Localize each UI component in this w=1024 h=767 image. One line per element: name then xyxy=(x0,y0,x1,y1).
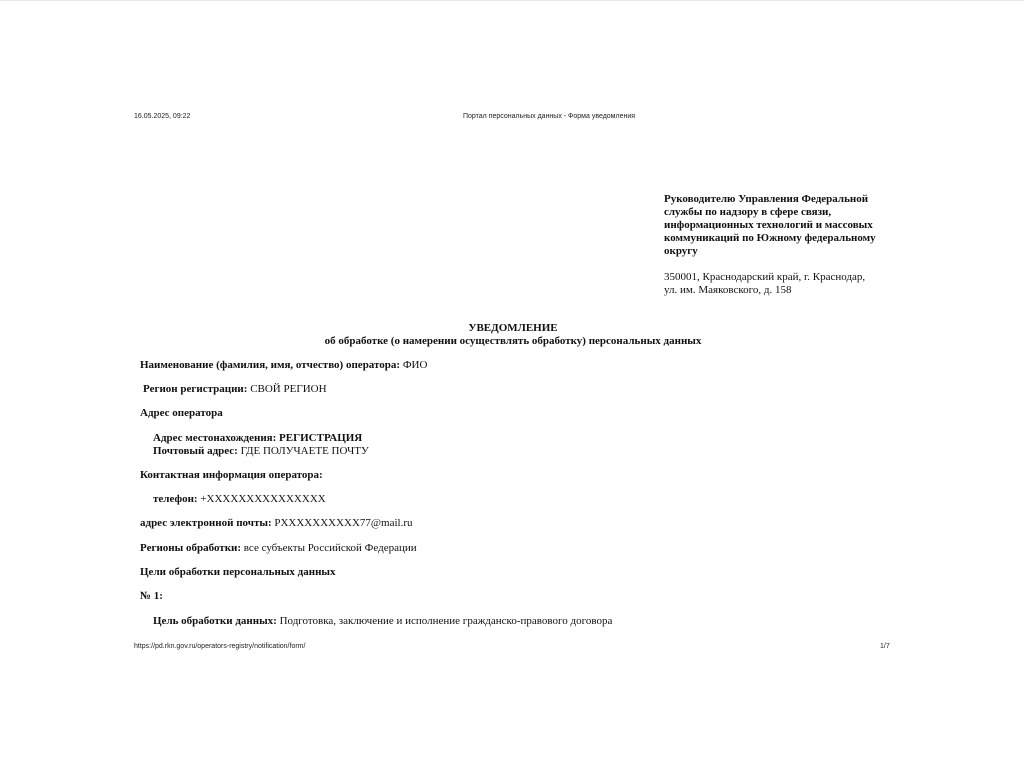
goals-heading: Цели обработки персональных данных xyxy=(140,566,336,578)
operator-name-value: ФИО xyxy=(402,359,428,371)
email-value: PXXXXXXXXXX77@mail.ru xyxy=(274,517,413,529)
location-label: Адрес местонахождения: xyxy=(153,432,277,444)
recipient-address-line: 350001, Краснодарский край, г. Краснодар, xyxy=(664,271,866,283)
operator-name-label: Наименование (фамилия, имя, отчество) оператора: xyxy=(140,359,401,371)
goal-label: Цель обработки данных: xyxy=(153,615,277,627)
phone-row xyxy=(153,493,326,505)
email-row xyxy=(140,517,413,529)
goal-value: Подготовка, заключение и исполнение гражданско-правового договора xyxy=(279,615,613,627)
print-page-number: 1/7 xyxy=(880,643,890,650)
processing-regions-label: Регионы обработки: xyxy=(140,542,242,554)
goal-row xyxy=(153,615,612,627)
recipient-title-line: информационных технологий и массовых xyxy=(664,219,873,231)
recipient-address xyxy=(664,271,894,297)
operator-name-row xyxy=(140,359,427,371)
goal-number: № 1: xyxy=(140,590,163,602)
notice-title: УВЕДОМЛЕНИЕ xyxy=(468,322,558,334)
postal-row xyxy=(153,445,369,457)
recipient-title-line: службы по надзору в сфере связи, xyxy=(664,206,832,218)
processing-regions-value: все субъекты Российской Федерации xyxy=(243,542,417,554)
email-label: адрес электронной почты: xyxy=(140,517,272,529)
print-url: https://pd.rkn.gov.ru/operators-registry/notification/form/ xyxy=(134,643,306,650)
region-row xyxy=(143,383,327,395)
contact-heading: Контактная информация оператора: xyxy=(140,469,323,481)
region-label: Регион регистрации: xyxy=(143,383,248,395)
location-value: РЕГИСТРАЦИЯ xyxy=(279,432,363,444)
page-edge-line xyxy=(0,0,1024,1)
print-date: 16.05.2025, 09:22 xyxy=(134,113,191,120)
postal-value: ГДЕ ПОЛУЧАЕТЕ ПОЧТУ xyxy=(240,445,369,457)
recipient-title xyxy=(664,193,894,258)
recipient-title-line: коммуникаций по Южному федеральному xyxy=(664,232,876,244)
recipient-title-line: округу xyxy=(664,245,698,257)
location-row xyxy=(153,432,362,444)
recipient-title-line: Руководителю Управления Федеральной xyxy=(664,193,869,205)
recipient-address-line: ул. им. Маяковского, д. 158 xyxy=(664,284,792,296)
region-value: СВОЙ РЕГИОН xyxy=(250,383,327,395)
processing-regions-row xyxy=(140,542,417,554)
postal-label: Почтовый адрес: xyxy=(153,445,238,457)
notice-subtitle: об обработке (о намерении осуществлять обработку) персональных данных xyxy=(324,335,702,347)
phone-value: +XXXXXXXXXXXXXXX xyxy=(200,493,326,505)
address-heading: Адрес оператора xyxy=(140,407,223,419)
phone-label: телефон: xyxy=(153,493,198,505)
print-page-title: Портал персональных данных - Форма уведомления xyxy=(463,113,636,120)
recipient-block xyxy=(664,193,894,297)
